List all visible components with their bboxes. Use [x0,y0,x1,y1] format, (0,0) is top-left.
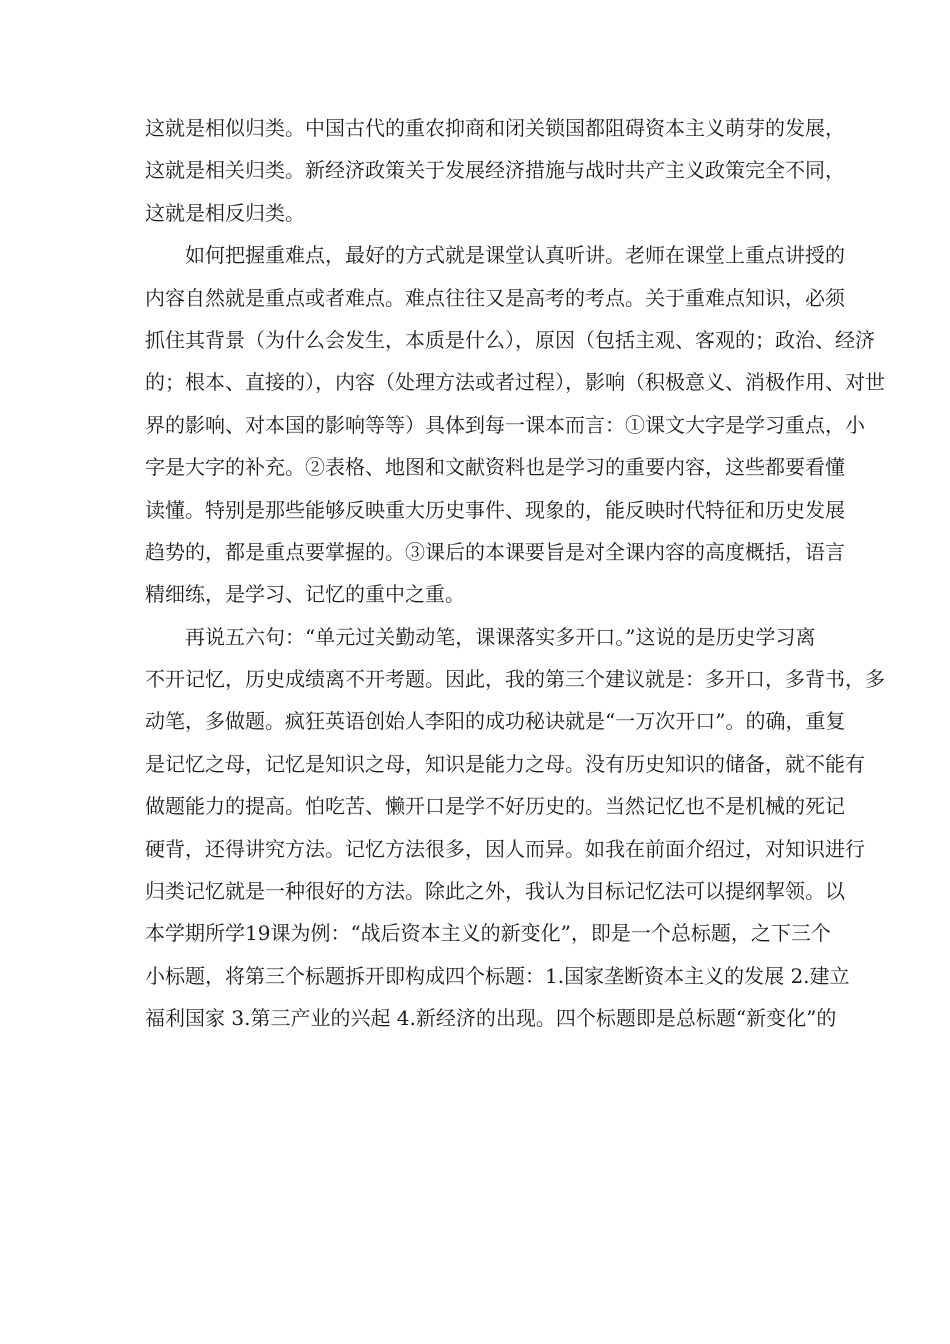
text-line: 精细练，是学习、记忆的重中之重。 [145,582,465,607]
text-line: 的；根本、直接的），内容（处理方法或者过程），影响（积极意义、消极作用、对世 [145,370,885,395]
text-line: 福利国家 3.第三产业的兴起 4.新经济的出现。四个标题即是总标题“新变化”的 [145,1006,837,1031]
text-line: 不开记忆，历史成绩离不开考题。因此，我的第三个建议就是：多开口，多背书，多 [145,667,885,692]
text-line: 小标题，将第三个标题拆开即构成四个标题：1.国家垄断资本主义的发展 2.建立 [145,963,850,988]
text-line: 本学期所学19课为例：“战后资本主义的新变化”，即是一个总标题，之下三个 [145,921,831,946]
text-line: 这就是相关归类。新经济政策关于发展经济措施与战时共产主义政策完全不同， [145,158,845,183]
text-line: 抓住其背景（为什么会发生，本质是什么），原因（包括主观、客观的；政治、经济 [145,327,875,352]
text-line: 读懂。特别是那些能够反映重大历史事件、现象的，能反映时代特征和历史发展 [145,497,845,522]
body-text [145,107,885,1040]
text-line: 归类记忆就是一种很好的方法。除此之外，我认为目标记忆法可以提纲挈领。以 [145,879,845,904]
text-line: 这就是相似归类。中国古代的重农抑商和闭关锁国都阻碍资本主义萌芽的发展， [145,116,845,140]
text-line: 字是大字的补充。②表格、地图和文献资料也是学习的重要内容，这些都要看懂 [145,455,845,480]
paragraph-first-line: 如何把握重难点，最好的方式就是课堂认真听讲。老师在课堂上重点讲授的 [185,243,845,268]
text-line: 界的影响、对本国的影响等等）具体到每一课本而言：①课文大字是学习重点，小 [145,412,865,437]
text-line: 动笔，多做题。疯狂英语创始人李阳的成功秘诀就是“一万次开口”。的确，重复 [145,709,846,734]
text-line: 是记忆之母，记忆是知识之母，知识是能力之母。没有历史知识的储备，就不能有 [145,751,865,776]
paragraph-first-line: 再说五六句：“单元过关勤动笔，课课落实多开口。”这说的是历史学习离 [185,624,816,649]
text-line: 内容自然就是重点或者难点。难点往往又是高考的考点。关于重难点知识，必须 [145,285,845,310]
text-line: 这就是相反归类。 [145,200,305,225]
text-line: 趋势的，都是重点要掌握的。③课后的本课要旨是对全课内容的高度概括，语言 [145,539,845,564]
text-line: 硬背，还得讲究方法。记忆方法很多，因人而异。如我在前面介绍过，对知识进行 [145,836,865,861]
text-line: 做题能力的提高。怕吃苦、懒开口是学不好历史的。当然记忆也不是机械的死记 [145,794,845,819]
